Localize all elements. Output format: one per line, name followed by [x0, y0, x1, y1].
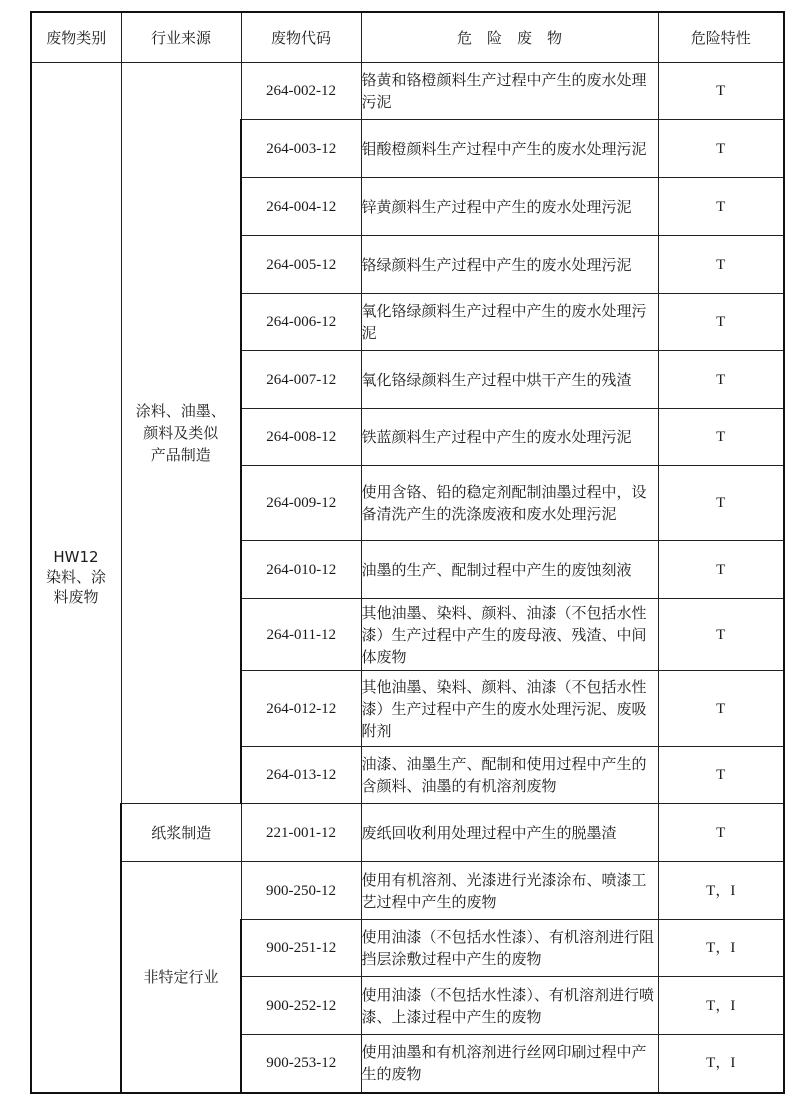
hazard-characteristic: T [658, 351, 784, 409]
category-label [36, 547, 116, 607]
hazard-characteristic: T [658, 236, 784, 294]
table-row [31, 862, 784, 920]
category-cell [31, 63, 121, 1093]
waste-code: 900-251-12 [241, 920, 361, 977]
waste-code: 221-001-12 [241, 804, 361, 862]
source-cell-nonspecific: 非特定行业 [121, 862, 241, 1093]
waste-description: 使用油漆（不包括水性漆）、有机溶剂进行阻挡层涂敷过程中产生的废物 [361, 920, 658, 977]
category-name-line1: 染料、涂 [45, 567, 106, 586]
hazard-characteristic: T [658, 63, 784, 120]
hazard-characteristic: T [658, 178, 784, 236]
waste-description: 油漆、油墨生产、配制和使用过程中产生的含颜料、油墨的有机溶剂废物 [361, 747, 658, 804]
waste-description: 铬绿颜料生产过程中产生的废水处理污泥 [361, 236, 658, 294]
waste-description: 铬黄和铬橙颜料生产过程中产生的废水处理污泥 [361, 63, 658, 120]
header-category: 废物类别 [31, 12, 121, 63]
waste-code: 264-011-12 [241, 599, 361, 671]
waste-code: 264-007-12 [241, 351, 361, 409]
source-label-coatings: 涂料、油墨、 颜料及类似 产品制造 [135, 402, 226, 464]
waste-description: 其他油墨、染料、颜料、油漆（不包括水性漆）生产过程中产生的废母液、残渣、中间体废物 [361, 599, 658, 671]
hazard-characteristic: T [658, 541, 784, 599]
waste-description: 锌黄颜料生产过程中产生的废水处理污泥 [361, 178, 658, 236]
hazard-characteristic: T [658, 747, 784, 804]
header-waste: 危 险 废 物 [361, 12, 658, 63]
waste-code: 264-006-12 [241, 294, 361, 351]
waste-description: 氧化铬绿颜料生产过程中产生的废水处理污泥 [361, 294, 658, 351]
hazard-characteristic: T [658, 294, 784, 351]
header-source: 行业来源 [121, 12, 241, 63]
hazard-characteristic: T [658, 804, 784, 862]
waste-code: 900-250-12 [241, 862, 361, 920]
waste-code: 264-013-12 [241, 747, 361, 804]
hazard-characteristic: T，I [658, 862, 784, 920]
waste-code: 264-008-12 [241, 409, 361, 466]
waste-description: 氧化铬绿颜料生产过程中烘干产生的残渣 [361, 351, 658, 409]
waste-description: 使用油漆（不包括水性漆）、有机溶剂进行喷漆、上漆过程中产生的废物 [361, 977, 658, 1035]
waste-code: 264-012-12 [241, 671, 361, 747]
waste-code: 264-003-12 [241, 120, 361, 178]
header-row [31, 12, 784, 63]
source-cell-pulp: 纸浆制造 [121, 804, 241, 862]
hazard-characteristic: T [658, 120, 784, 178]
waste-description: 油墨的生产、配制过程中产生的废蚀刻液 [361, 541, 658, 599]
waste-description: 铁蓝颜料生产过程中产生的废水处理污泥 [361, 409, 658, 466]
category-code: HW12 [53, 547, 99, 566]
waste-code: 264-005-12 [241, 236, 361, 294]
hazard-characteristic: T [658, 409, 784, 466]
waste-description: 废纸回收利用处理过程中产生的脱墨渣 [361, 804, 658, 862]
waste-description: 使用含铬、铅的稳定剂配制油墨过程中，设备清洗产生的洗涤废液和废水处理污泥 [361, 466, 658, 541]
waste-code: 900-253-12 [241, 1035, 361, 1093]
waste-description: 使用有机溶剂、光漆进行光漆涂布、喷漆工艺过程中产生的废物 [361, 862, 658, 920]
waste-description: 使用油墨和有机溶剂进行丝网印刷过程中产生的废物 [361, 1035, 658, 1093]
hazard-characteristic: T，I [658, 1035, 784, 1093]
hazard-characteristic: T [658, 671, 784, 747]
hazard-characteristic: T，I [658, 977, 784, 1035]
category-name-line2: 料废物 [53, 587, 99, 606]
waste-code: 900-252-12 [241, 977, 361, 1035]
header-hazard: 危险特性 [658, 12, 784, 63]
header-code: 废物代码 [241, 12, 361, 63]
waste-description: 钼酸橙颜料生产过程中产生的废水处理污泥 [361, 120, 658, 178]
waste-code: 264-004-12 [241, 178, 361, 236]
table-row [31, 804, 784, 862]
hazardous-waste-table [30, 11, 785, 1094]
source-cell-coatings [121, 63, 241, 804]
waste-code: 264-009-12 [241, 466, 361, 541]
hazard-characteristic: T [658, 466, 784, 541]
waste-code: 264-002-12 [241, 63, 361, 120]
hazard-characteristic: T，I [658, 920, 784, 977]
hazard-characteristic: T [658, 599, 784, 671]
table-row [31, 63, 784, 120]
waste-code: 264-010-12 [241, 541, 361, 599]
waste-description: 其他油墨、染料、颜料、油漆（不包括水性漆）生产过程中产生的废水处理污泥、废吸附剂 [361, 671, 658, 747]
